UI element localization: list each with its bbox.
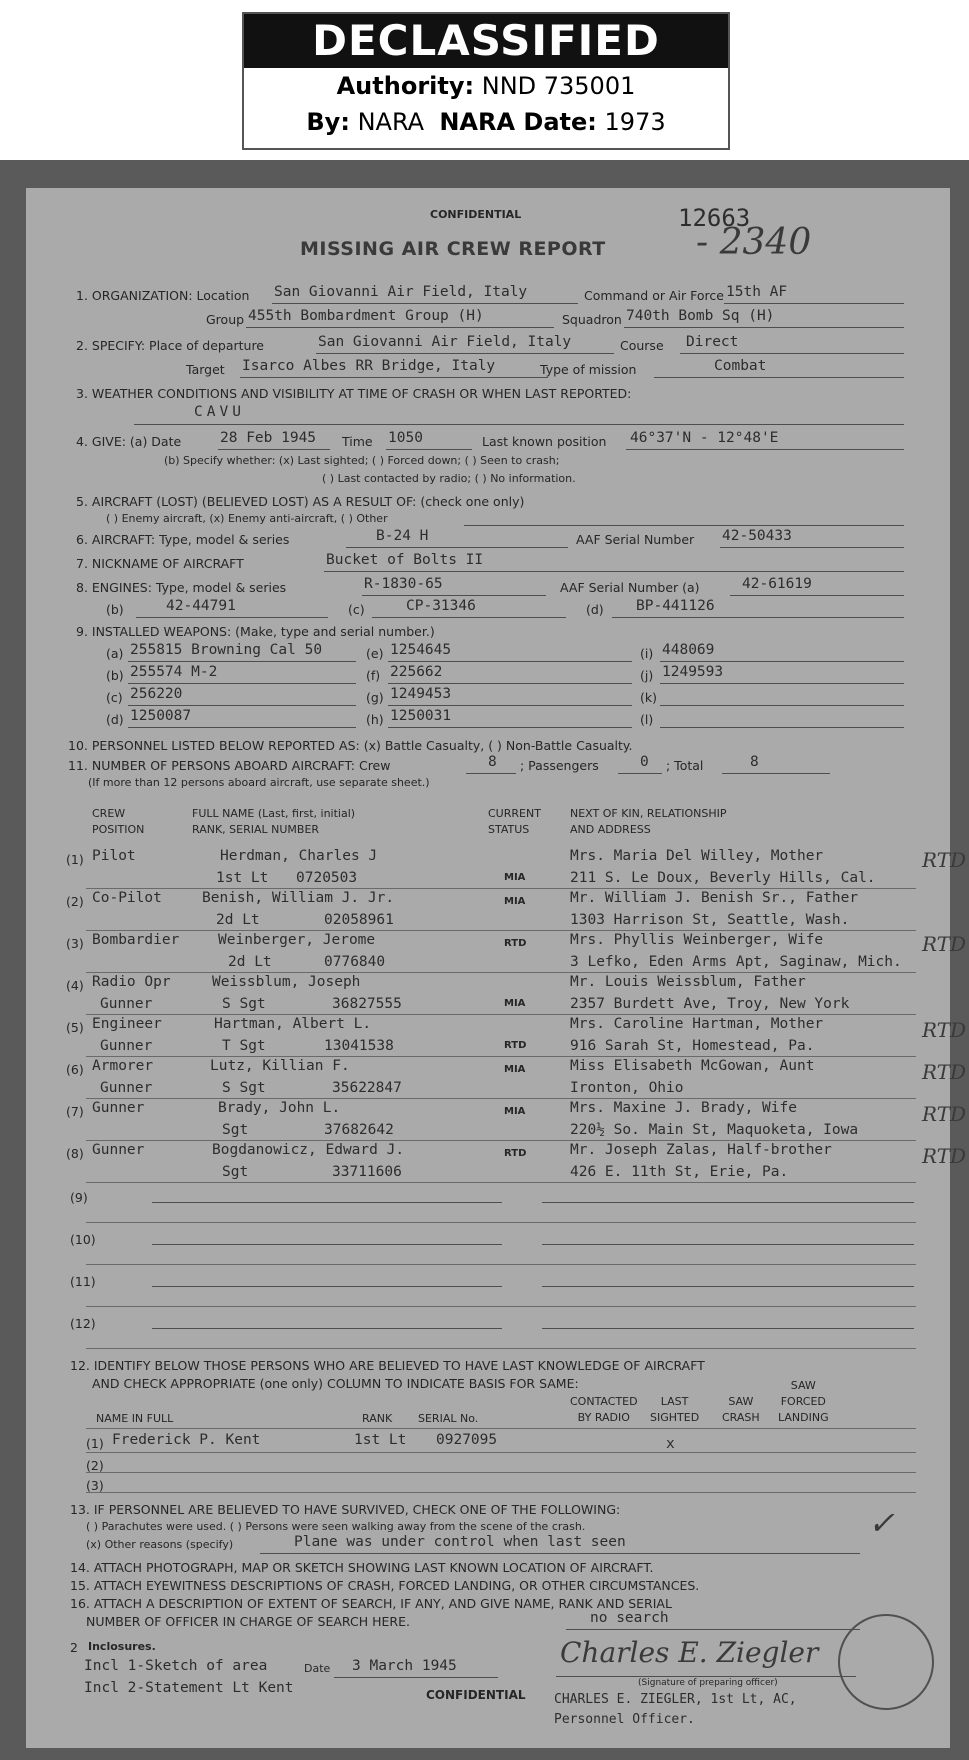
col-current-status: CURRENT STATUS <box>488 807 541 836</box>
s9-b: 255574 M-2 <box>130 664 218 680</box>
s1-squadron: 740th Bomb Sq (H) <box>626 308 775 324</box>
crew-name: Benish, William J. Jr. <box>202 890 395 906</box>
s6-serial-label: AAF Serial Number <box>576 532 695 547</box>
crew-name: Bogdanowicz, Edward J. <box>212 1142 405 1158</box>
s9-c-label: (c) <box>106 690 123 705</box>
s9-e-line <box>388 661 632 662</box>
header-classification: CONFIDENTIAL <box>430 208 522 221</box>
crew-num: (4) <box>66 978 84 993</box>
s1-location-line <box>272 303 578 304</box>
blank-row-line <box>152 1244 502 1245</box>
s12-row-name: Frederick P. Kent <box>112 1432 261 1448</box>
crew-rtd-mark: RTD <box>922 1144 967 1168</box>
crew-position: Gunner <box>92 1142 145 1158</box>
s8-type: R-1830-65 <box>364 576 443 592</box>
crew-position: Armorer <box>92 1058 154 1074</box>
s14: 14. ATTACH PHOTOGRAPH, MAP OR SKETCH SHOWING LAST KNOWN LOCATION OF AIRCRAFT. <box>70 1560 654 1575</box>
s4-time: 1050 <box>388 430 423 446</box>
blank-row-line <box>152 1202 502 1203</box>
signature-line <box>556 1676 856 1677</box>
s9-k-label: (k) <box>640 690 657 705</box>
s8-b: 42-44791 <box>166 598 236 614</box>
s12-col-forced: SAW FORCED LANDING <box>778 1379 829 1424</box>
crew-rtd-mark: RTD <box>922 932 967 956</box>
s11-passengers: 0 <box>640 754 649 770</box>
s16-value: no search <box>590 1610 669 1626</box>
s4-position-line <box>626 449 904 450</box>
crew-kin-name: Mr. Louis Weissblum, Father <box>570 974 806 990</box>
crew-position-line2: Gunner <box>100 996 153 1012</box>
crew-row-divider <box>86 1056 916 1057</box>
stamp-authority-value: NND 735001 <box>481 72 636 100</box>
crew-status: RTD <box>504 938 527 949</box>
crew-name: Lutz, Killian F. <box>210 1058 350 1074</box>
s12-line2: AND CHECK APPROPRIATE (one only) COLUMN TO INDICATE BASIS FOR SAME: <box>92 1376 579 1391</box>
s11-note: (If more than 12 persons aboard aircraft, use separate sheet.) <box>88 776 430 789</box>
stamp-authority-label: Authority: <box>336 72 475 100</box>
s1-squadron-label: Squadron <box>562 312 622 327</box>
s6-type-line <box>346 547 568 548</box>
s8-a-line <box>730 595 904 596</box>
s9-k-line <box>660 705 904 706</box>
s11-passengers-line <box>618 773 662 774</box>
s8-b-label: (b) <box>106 602 124 617</box>
s13-reason-line <box>260 1553 860 1554</box>
crew-kin-name: Mrs. Maxine J. Brady, Wife <box>570 1100 797 1116</box>
s9-e-label: (e) <box>366 646 384 661</box>
stamp-date-label: NARA Date: <box>439 108 597 136</box>
crew-kin-address: 2357 Burdett Ave, Troy, New York <box>570 996 850 1012</box>
crew-row-divider <box>86 1140 916 1141</box>
signature-caption: (Signature of preparing officer) <box>638 1678 778 1688</box>
s9-j-line <box>660 683 904 684</box>
crew-kin-name: Mr. William J. Benish Sr., Father <box>570 890 859 906</box>
stamp-by-label: By: <box>306 108 350 136</box>
s10-label: 10. PERSONNEL LISTED BELOW REPORTED AS: (x) Battle Casualty, ( ) Non-Battle Casualty. <box>68 738 633 753</box>
handwritten-initials: ✓ <box>868 1504 895 1542</box>
s16-line <box>566 1629 860 1630</box>
s2-departure: San Giovanni Air Field, Italy <box>318 334 572 350</box>
s9-i-line <box>660 661 904 662</box>
crew-rank: Sgt <box>222 1164 249 1180</box>
s9-f-label: (f) <box>366 668 381 683</box>
s12-header-divider <box>86 1428 916 1429</box>
s12-row-num: (1) <box>86 1436 104 1451</box>
s12-row-rank: 1st Lt <box>354 1432 407 1448</box>
s9-g-line <box>388 705 632 706</box>
officer-name: CHARLES E. ZIEGLER, 1st Lt, AC, <box>554 1692 797 1707</box>
s9-e: 1254645 <box>390 642 452 658</box>
s9-l-label: (l) <box>640 712 654 727</box>
s9-d-line <box>128 727 356 728</box>
crew-kin-name: Miss Elisabeth McGowan, Aunt <box>570 1058 815 1074</box>
crew-row-divider <box>86 972 916 973</box>
s13-line1: 13. IF PERSONNEL ARE BELIEVED TO HAVE SURVIVED, CHECK ONE OF THE FOLLOWING: <box>70 1502 621 1517</box>
s3-line <box>134 424 904 425</box>
crew-row-divider <box>86 1182 916 1183</box>
crew-rtd-mark: RTD <box>922 1060 967 1084</box>
blank-row-line <box>152 1286 502 1287</box>
s16-line1: 16. ATTACH A DESCRIPTION OF EXTENT OF SEARCH, IF ANY, AND GIVE NAME, RANK AND SERIAL <box>70 1596 672 1611</box>
s9-a-line <box>128 661 356 662</box>
s8-serial-label: AAF Serial Number (a) <box>560 580 700 595</box>
stamp-by-value: NARA <box>357 108 425 136</box>
crew-kin-address: 220½ So. Main St, Maquoketa, Iowa <box>570 1122 859 1138</box>
s8-c: CP-31346 <box>406 598 476 614</box>
col-full-name: FULL NAME (Last, first, initial) RANK, SERIAL NUMBER <box>192 807 356 836</box>
s9-a-label: (a) <box>106 646 124 661</box>
crew-position-line2: Gunner <box>100 1080 153 1096</box>
s12-col-serial: SERIAL No. <box>418 1412 479 1425</box>
s2-mission-label: Type of mission <box>540 362 637 377</box>
s12-row-divider <box>86 1452 916 1453</box>
crew-rank: T Sgt <box>222 1038 266 1054</box>
s11-total: 8 <box>750 754 759 770</box>
stamp-by <box>244 104 728 140</box>
crew-rtd-mark: RTD <box>922 848 967 872</box>
crew-kin-name: Mrs. Caroline Hartman, Mother <box>570 1016 824 1032</box>
crew-position-line2: Gunner <box>100 1038 153 1054</box>
blank-row-line <box>542 1244 914 1245</box>
s1-group-label: Group <box>206 312 245 327</box>
s12-row-serial: 0927095 <box>436 1432 498 1448</box>
col-crew-position: CREW POSITION <box>92 807 145 836</box>
crew-kin-address: 916 Sarah St, Homestead, Pa. <box>570 1038 815 1054</box>
crew-rank: S Sgt <box>222 1080 266 1096</box>
s12-row-divider <box>86 1472 916 1473</box>
s9-h-line <box>388 727 632 728</box>
s8-c-label: (c) <box>348 602 365 617</box>
s12-row-divider <box>86 1492 916 1493</box>
crew-num: (6) <box>66 1062 84 1077</box>
declassified-stamp <box>242 12 730 150</box>
s1-location: San Giovanni Air Field, Italy <box>274 284 528 300</box>
s11-crew: 8 <box>488 754 497 770</box>
crew-serial: 13041538 <box>324 1038 394 1054</box>
blank-row-num: (12) <box>70 1316 96 1331</box>
crew-name: Weinberger, Jerome <box>218 932 376 948</box>
s3-label: 3. WEATHER CONDITIONS AND VISIBILITY AT TIME OF CRASH OR WHEN LAST REPORTED: <box>76 386 632 401</box>
s9-c-line <box>128 705 356 706</box>
crew-rank: 2d Lt <box>216 912 260 928</box>
s7-label: 7. NICKNAME OF AIRCRAFT <box>76 556 244 571</box>
s9-a: 255815 Browning Cal 50 <box>130 642 323 658</box>
blank-row-num: (9) <box>70 1190 88 1205</box>
crew-kin-name: Mrs. Maria Del Willey, Mother <box>570 848 824 864</box>
s8-d-line <box>612 617 904 618</box>
crew-name: Brady, John L. <box>218 1100 341 1116</box>
crew-status: MIA <box>504 896 526 907</box>
crew-serial: 0776840 <box>324 954 386 970</box>
s11-label: 11. NUMBER OF PERSONS ABOARD AIRCRAFT: Crew <box>68 758 391 773</box>
crew-rank: 1st Lt <box>216 870 269 886</box>
s12-col-crash: SAW CRASH <box>722 1395 760 1424</box>
crew-status: MIA <box>504 1064 526 1075</box>
inclosures-count: 2 <box>70 1640 78 1655</box>
s16-line2: NUMBER OF OFFICER IN CHARGE OF SEARCH HERE. <box>86 1614 410 1629</box>
s1-command: 15th AF <box>726 284 788 300</box>
s6-serial: 42-50433 <box>722 528 792 544</box>
s4-time-label: Time <box>342 434 373 449</box>
footer-date-label: Date <box>304 1662 331 1675</box>
blank-row-line <box>152 1328 502 1329</box>
s6-serial-line <box>720 547 904 548</box>
s12-col-name: NAME IN FULL <box>96 1412 174 1425</box>
crew-rank: Sgt <box>222 1122 249 1138</box>
s9-label: 9. INSTALLED WEAPONS: (Make, type and serial number.) <box>76 624 435 639</box>
s6-type: B-24 H <box>376 528 429 544</box>
crew-status: RTD <box>504 1040 527 1051</box>
s5-other-line <box>464 525 904 526</box>
s9-j: 1249593 <box>662 664 724 680</box>
s8-a: 42-61619 <box>742 576 812 592</box>
s9-b-line <box>128 683 356 684</box>
s2-course-label: Course <box>620 338 664 353</box>
s1-group: 455th Bombardment Group (H) <box>248 308 484 324</box>
officer-signature: Charles E. Ziegler <box>560 1636 819 1669</box>
s2-course: Direct <box>686 334 739 350</box>
s11-crew-line <box>466 773 516 774</box>
blank-row-divider <box>86 1222 916 1223</box>
s9-c: 256220 <box>130 686 183 702</box>
s2-course-line <box>680 353 904 354</box>
crew-position: Bombardier <box>92 932 180 948</box>
s4-b-line2: ( ) Last contacted by radio; ( ) No information. <box>322 472 576 485</box>
crew-num: (5) <box>66 1020 84 1035</box>
crew-kin-name: Mrs. Phyllis Weinberger, Wife <box>570 932 824 948</box>
crew-num: (3) <box>66 936 84 951</box>
s4-date: 28 Feb 1945 <box>220 430 317 446</box>
crew-kin-address: 1303 Harrison St, Seattle, Wash. <box>570 912 850 928</box>
footer-date-line <box>334 1677 498 1678</box>
inclosure-1: Incl 1-Sketch of area <box>84 1658 268 1674</box>
crew-row-divider <box>86 930 916 931</box>
crew-kin-address: 3 Lefko, Eden Arms Apt, Saginaw, Mich. <box>570 954 902 970</box>
crew-rtd-mark: RTD <box>922 1018 967 1042</box>
crew-status: MIA <box>504 998 526 1009</box>
crew-rank: S Sgt <box>222 996 266 1012</box>
s1-group-line <box>246 327 554 328</box>
crew-status: RTD <box>504 1148 527 1159</box>
s2-target-label: Target <box>186 362 225 377</box>
s1-label: 1. ORGANIZATION: Location <box>76 288 250 303</box>
report-number: 12663 <box>678 204 751 232</box>
footer-classification: CONFIDENTIAL <box>426 1688 526 1702</box>
s13-line3: (x) Other reasons (specify) <box>86 1538 234 1551</box>
blank-row-num: (10) <box>70 1232 96 1247</box>
s1-squadron-line <box>624 327 904 328</box>
stamp-title: DECLASSIFIED <box>244 14 728 68</box>
crew-serial: 33711606 <box>332 1164 402 1180</box>
crew-kin-address: Ironton, Ohio <box>570 1080 684 1096</box>
s9-d-label: (d) <box>106 712 124 727</box>
crew-position: Engineer <box>92 1016 162 1032</box>
stamp-authority <box>244 68 728 104</box>
s4-label: 4. GIVE: (a) Date <box>76 434 182 449</box>
crew-serial: 0720503 <box>296 870 358 886</box>
crew-row-divider <box>86 1014 916 1015</box>
crew-name: Herdman, Charles J <box>220 848 378 864</box>
s11-total-label: ; Total <box>666 758 704 773</box>
s9-i-label: (i) <box>640 646 654 661</box>
officer-title: Personnel Officer. <box>554 1712 695 1727</box>
s9-h: 1250031 <box>390 708 452 724</box>
s2-departure-line <box>316 353 614 354</box>
s8-d-label: (d) <box>586 602 604 617</box>
s8-d: BP-441126 <box>636 598 715 614</box>
s4-date-line <box>218 449 330 450</box>
s4-position-label: Last known position <box>482 434 607 449</box>
crew-num: (7) <box>66 1104 84 1119</box>
s9-g: 1249453 <box>390 686 452 702</box>
s9-g-label: (g) <box>366 690 384 705</box>
crew-serial: 36827555 <box>332 996 402 1012</box>
s12-col-radio: CONTACTED BY RADIO <box>570 1395 638 1424</box>
s8-b-line <box>136 617 328 618</box>
s2-target-line <box>240 377 548 378</box>
crew-status: MIA <box>504 1106 526 1117</box>
col-next-of-kin: NEXT OF KIN, RELATIONSHIP AND ADDRESS <box>570 807 727 836</box>
s8-label: 8. ENGINES: Type, model & series <box>76 580 287 595</box>
s9-f: 225662 <box>390 664 443 680</box>
crew-row-divider <box>86 1098 916 1099</box>
blank-row-line <box>542 1328 914 1329</box>
crew-num: (1) <box>66 852 84 867</box>
blank-row-divider <box>86 1264 916 1265</box>
s9-l-line <box>660 727 904 728</box>
s7-line <box>324 571 904 572</box>
s13-reason: Plane was under control when last seen <box>294 1534 626 1550</box>
s9-b-label: (b) <box>106 668 124 683</box>
s1-command-label: Command or Air Force <box>584 288 724 303</box>
crew-position: Gunner <box>92 1100 145 1116</box>
s12-line1: 12. IDENTIFY BELOW THOSE PERSONS WHO ARE BELIEVED TO HAVE LAST KNOWLEDGE OF AIRCRAFT <box>70 1358 705 1373</box>
crew-serial: 35622847 <box>332 1080 402 1096</box>
crew-name: Hartman, Albert L. <box>214 1016 372 1032</box>
s9-d: 1250087 <box>130 708 192 724</box>
handwritten-circle-mark <box>838 1614 934 1710</box>
s4-time-line <box>386 449 472 450</box>
s8-c-line <box>372 617 566 618</box>
s12-row-check: x <box>666 1436 675 1452</box>
s2-label: 2. SPECIFY: Place of departure <box>76 338 265 353</box>
s2-mission: Combat <box>714 358 767 374</box>
report-title: MISSING AIR CREW REPORT <box>300 238 606 260</box>
crew-row-divider <box>86 888 916 889</box>
blank-row-num: (11) <box>70 1274 96 1289</box>
s9-j-label: (j) <box>640 668 654 683</box>
inclosures-label: Inclosures. <box>88 1640 156 1653</box>
s13-line2: ( ) Parachutes were used. ( ) Persons were seen walking away from the scene of the crash. <box>86 1520 586 1533</box>
s1-command-line <box>724 303 904 304</box>
handwritten-report-number: - 2340 <box>696 222 812 263</box>
s3-value: CAVU <box>194 404 245 420</box>
blank-row-line <box>542 1202 914 1203</box>
crew-name: Weissblum, Joseph <box>212 974 361 990</box>
blank-row-divider <box>86 1306 916 1307</box>
s11-passengers-label: ; Passengers <box>520 758 599 773</box>
blank-row-divider <box>86 1348 916 1349</box>
s9-h-label: (h) <box>366 712 384 727</box>
crew-kin-name: Mr. Joseph Zalas, Half-brother <box>570 1142 832 1158</box>
crew-status: MIA <box>504 872 526 883</box>
s7-nickname: Bucket of Bolts II <box>326 552 484 568</box>
s9-f-line <box>388 683 632 684</box>
s4-position: 46°37'N - 12°48'E <box>630 430 779 446</box>
inclosure-2: Incl 2-Statement Lt Kent <box>84 1680 294 1696</box>
crew-num: (8) <box>66 1146 84 1161</box>
stamp-date-value: 1973 <box>604 108 666 136</box>
crew-serial: 02058961 <box>324 912 394 928</box>
s5-label: 5. AIRCRAFT (LOST) (BELIEVED LOST) AS A RESULT OF: (check one only) <box>76 494 525 509</box>
crew-serial: 37682642 <box>324 1122 394 1138</box>
crew-num: (2) <box>66 894 84 909</box>
s12-row-num: (3) <box>86 1478 104 1493</box>
s12-col-rank: RANK <box>362 1412 393 1425</box>
s4-b-line1: (b) Specify whether: (x) Last sighted; ( ) Forced down; ( ) Seen to crash; <box>164 454 560 467</box>
s2-mission-line <box>654 377 904 378</box>
s15: 15. ATTACH EYEWITNESS DESCRIPTIONS OF CRASH, FORCED LANDING, OR OTHER CIRCUMSTANCES. <box>70 1578 700 1593</box>
s5-line1: ( ) Enemy aircraft, (x) Enemy anti-aircraft, ( ) Other <box>106 512 388 525</box>
s2-target: Isarco Albes RR Bridge, Italy <box>242 358 496 374</box>
s6-label: 6. AIRCRAFT: Type, model & series <box>76 532 290 547</box>
crew-kin-address: 426 E. 11th St, Erie, Pa. <box>570 1164 789 1180</box>
crew-position: Radio Opr <box>92 974 171 990</box>
report-form <box>26 188 967 1748</box>
crew-kin-address: 211 S. Le Doux, Beverly Hills, Cal. <box>570 870 876 886</box>
crew-rank: 2d Lt <box>228 954 272 970</box>
s9-i: 448069 <box>662 642 715 658</box>
s12-col-sighted: LAST SIGHTED <box>650 1395 700 1424</box>
s11-total-line <box>722 773 830 774</box>
s8-type-line <box>362 595 546 596</box>
crew-position: Co-Pilot <box>92 890 162 906</box>
scanned-document <box>0 160 969 1760</box>
s12-row-num: (2) <box>86 1458 104 1473</box>
crew-position: Pilot <box>92 848 136 864</box>
blank-row-line <box>542 1286 914 1287</box>
crew-rtd-mark: RTD <box>922 1102 967 1126</box>
footer-date: 3 March 1945 <box>352 1658 457 1674</box>
